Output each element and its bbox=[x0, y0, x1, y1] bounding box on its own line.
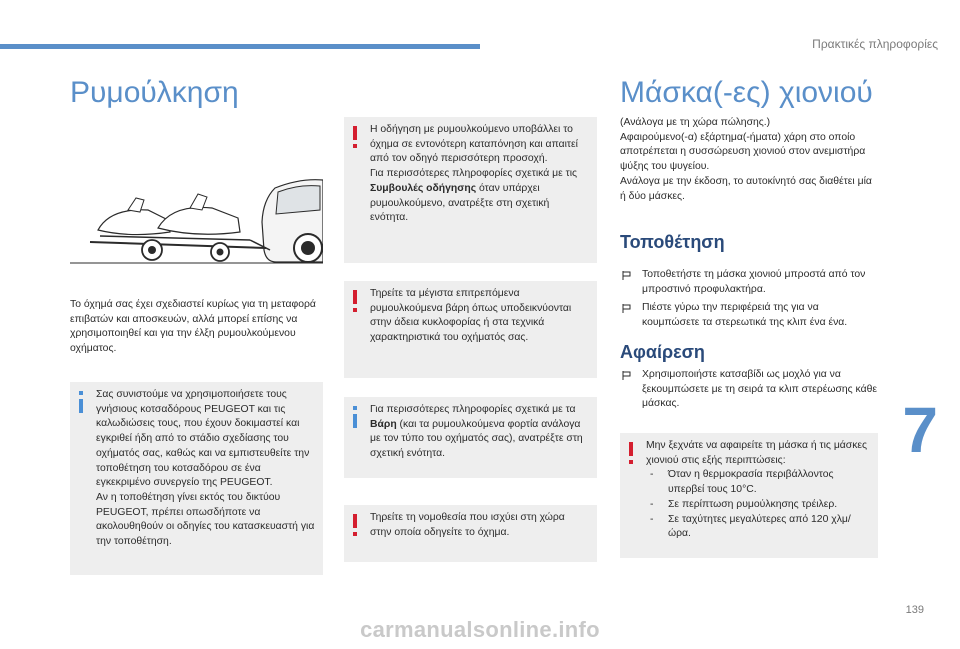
warning-box-snow-screen bbox=[620, 433, 878, 558]
warning-text: Τηρείτε τη νομοθεσία που ισχύει στη χώρα στην οποία οδηγείτε το όχημα. bbox=[370, 512, 565, 538]
warning-box-legislation bbox=[344, 505, 597, 562]
flag-bullet-icon bbox=[622, 271, 631, 280]
warning-icon bbox=[629, 442, 633, 456]
list-item: - Σε περίπτωση ρυμούλκησης τρέιλερ. bbox=[646, 498, 870, 513]
header-accent-bar bbox=[0, 44, 480, 49]
warning-text: Μην ξεχνάτε να αφαιρείτε τη μάσκα ή τις μάσκες χιονιού στις εξής περιπτώσεις: bbox=[646, 440, 868, 466]
warning-icon bbox=[353, 514, 357, 528]
removal-steps bbox=[620, 368, 878, 412]
warning-icon bbox=[353, 290, 357, 304]
removal-heading: Αφαίρεση bbox=[620, 342, 705, 362]
list-item: Τοποθετήστε τη μάσκα χιονιού μπροστά από τον μπροστινό προφυλακτήρα. bbox=[620, 268, 878, 297]
info-box-text: Σας συνιστούμε να χρησιμοποιήσετε τους γνήσιους κοτσαδόρους PEUGEOT και τις καλωδιώσεις τους, που έχουν δοκιμαστεί και εγκριθεί ήδη από το στάδιο σχεδίασης του οχήματός σας, καθώς και να εμπιστευθείτε την τοποθέτηση του κοτσαδόρου σε ένα εγκεκριμένο συνεργείο της PEUGEOT. Αν η τοποθέτηση γίνει εκτός του δικτύου PEUGEOT, πρέπει οπωσδήποτε να ακολουθηθούν οι οδηγίες του κατασκευαστή για την τοποθέτηση. bbox=[96, 389, 315, 548]
info-text: Για περισσότερες πληροφορίες σχετικά με τα Βάρη (και τα ρυμουλκούμενα φορτία ανάλογα με τον τύπο του οχήματός σας), ανατρέξτε στη σχετική ενότητα. bbox=[370, 404, 583, 460]
towing-intro-paragraph: Το όχημά σας έχει σχεδιαστεί κυρίως για τη μεταφορά επιβατών και αποσκευών, αλλά μπορεί επίσης να χρησιμοποιηθεί και για την έλξη ρυμουλκούμενου οχήματος. bbox=[70, 299, 316, 355]
warning-icon bbox=[353, 126, 357, 140]
warning-box-driving bbox=[344, 117, 597, 263]
section-title: Πρακτικές πληροφορίες bbox=[812, 37, 938, 51]
link-weights: Βάρη bbox=[370, 418, 397, 430]
flag-bullet-icon bbox=[622, 371, 631, 380]
fitting-steps bbox=[620, 268, 878, 331]
info-box-towbar bbox=[70, 382, 323, 575]
info-box-weights bbox=[344, 397, 597, 478]
snow-screen-title: Μάσκα(-ες) χιονιού bbox=[620, 76, 873, 109]
link-driving-advice: Συμβουλές οδήγησης bbox=[370, 182, 477, 194]
page-number: 139 bbox=[905, 604, 924, 616]
fitting-heading: Τοποθέτηση bbox=[620, 232, 725, 252]
list-item: - Όταν η θερμοκρασία περιβάλλοντος υπερβεί τους 10°C. bbox=[646, 468, 870, 497]
info-icon bbox=[353, 406, 357, 410]
warning-text: Τηρείτε τα μέγιστα επιτρεπόμενα ρυμουλκούμενα βάρη όπως υποδεικνύονται στην άδεια κυκλοφορίας ή στα τεχνικά χαρακτηριστικά του οχήματός σας. bbox=[370, 288, 572, 344]
towing-title: Ρυμούλκηση bbox=[70, 76, 239, 109]
list-item: Πιέστε γύρω την περιφέρειά της για να κουμπώσετε τα στερεωτικά της κλιπ ένα ένα. bbox=[620, 301, 878, 330]
snow-screen-intro: (Ανάλογα με τη χώρα πώλησης.) Αφαιρούμενο(-α) εξάρτημα(-ήματα) χάρη στο οποίο αποτρέπεται η συσσώρευση χιονιού στον ανεμιστήρα ψύξης του ψυγείου. Ανάλογα με την έκδοση, το αυτοκίνητό σας διαθέτει μία ή δύο μάσκες. bbox=[620, 117, 872, 202]
chapter-number: 7 bbox=[902, 394, 938, 466]
warning-text-more: Για περισσότερες πληροφορίες σχετικά με τις Συμβουλές οδήγησης όταν υπάρχει ρυμουλκούμενο, ανατρέξτε στη σχετική ενότητα. bbox=[370, 168, 578, 224]
list-item: - Σε ταχύτητες μεγαλύτερες από 120 χλμ/ώρα. bbox=[646, 513, 870, 542]
flag-bullet-icon bbox=[622, 304, 631, 313]
watermark: carmanualsonline.info bbox=[360, 617, 600, 642]
list-item: Χρησιμοποιήστε κατσαβίδι ως μοχλό για να ξεκουμπώσετε με τη σειρά τα κλιπ στερέωσης κάθε μάσκας. bbox=[620, 368, 878, 412]
warning-text: Η οδήγηση με ρυμουλκούμενο υποβάλλει το όχημα σε εντονότερη καταπόνηση και απαιτεί από τον οδηγό περισσότερη προσοχή. bbox=[370, 124, 578, 165]
warning-box-weights bbox=[344, 281, 597, 378]
jet-ski-trailer-illustration bbox=[70, 170, 323, 266]
info-icon bbox=[79, 391, 83, 395]
warning-conditions bbox=[646, 468, 870, 542]
